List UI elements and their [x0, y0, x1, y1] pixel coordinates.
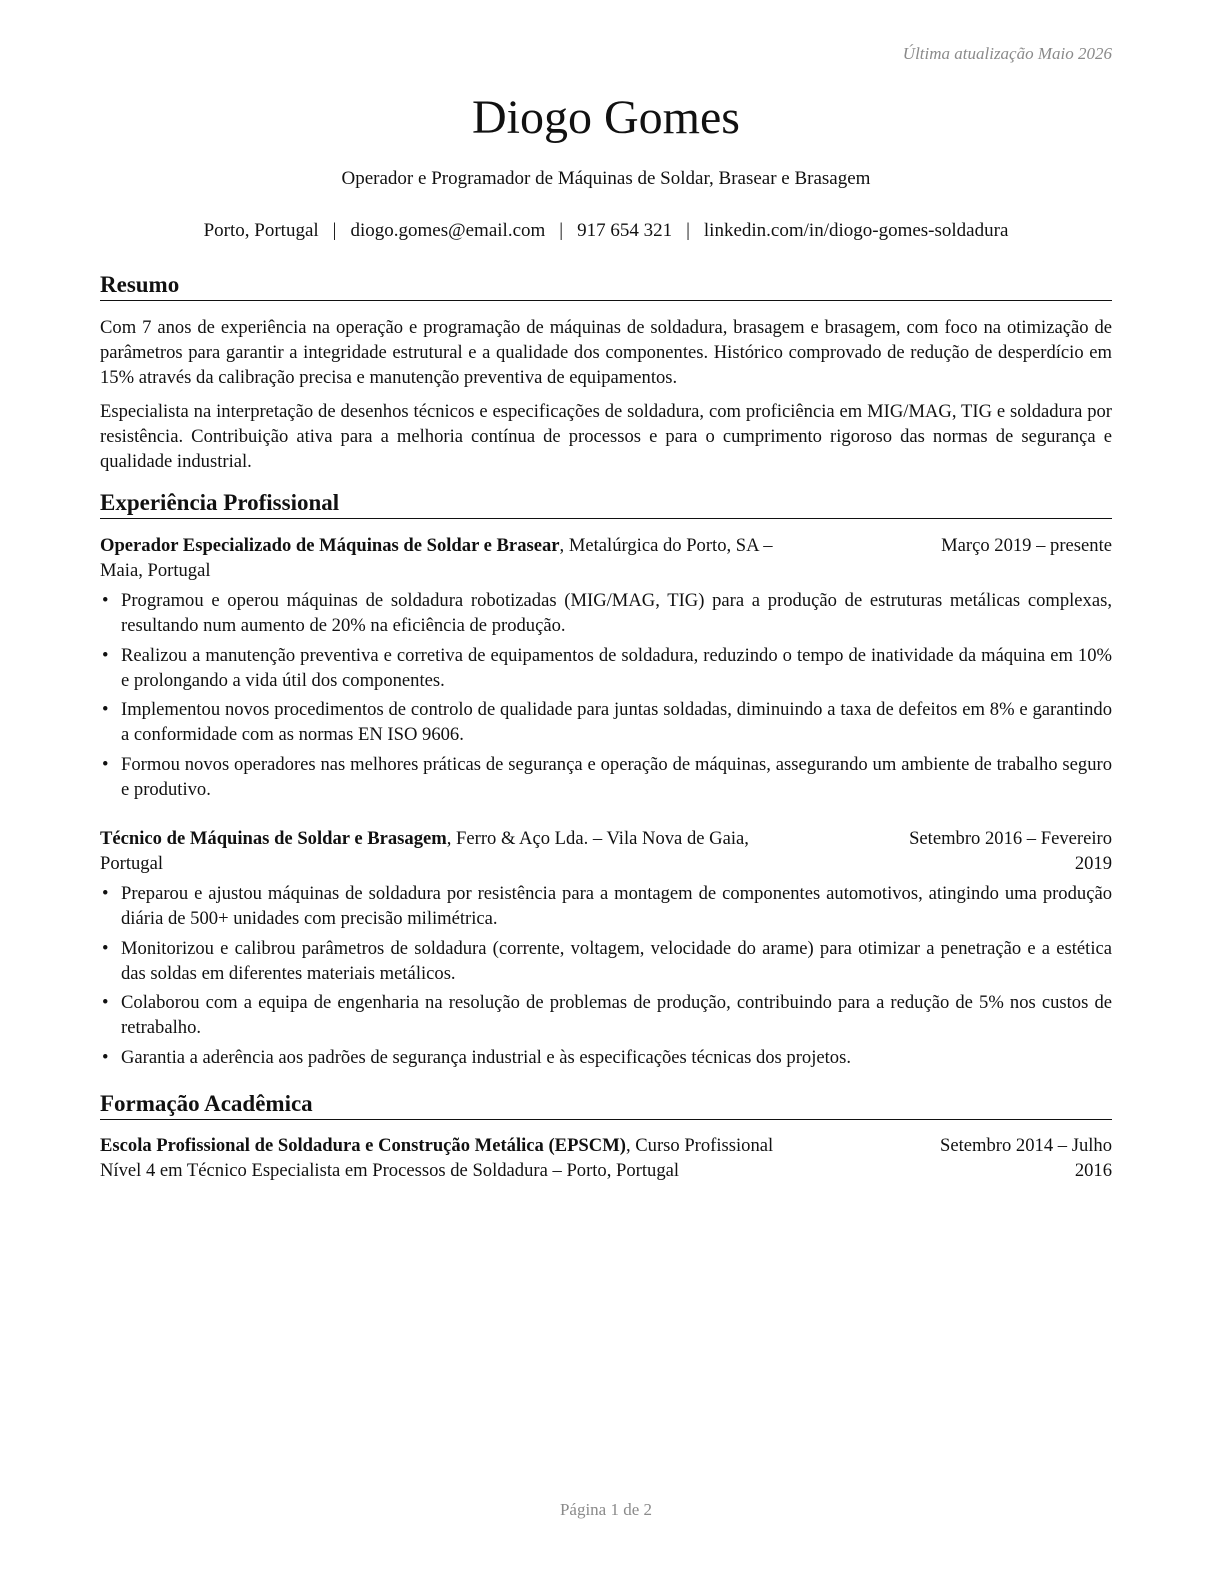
- job-dates: [909, 826, 1112, 876]
- contact-line: [100, 218, 1112, 244]
- contact-separator: |: [332, 220, 337, 241]
- section-title-summary: Resumo: [100, 271, 1112, 301]
- education-course: , Curso Profissional: [625, 1135, 774, 1156]
- contact-email[interactable]: diogo.gomes@email.com: [350, 220, 546, 241]
- education-dates-end: 2016: [1074, 1160, 1112, 1181]
- job-bullets: [100, 588, 1112, 806]
- job-header: [100, 533, 1112, 583]
- job-title: Operador e Programador de Máquinas de Soldar, Brasear e Brasagem: [341, 168, 871, 189]
- summary-paragraph: Com 7 anos de experiência na operação e programação de máquinas de soldadura, brasagem e brasagem, com foco na otimização de parâmetros para garantir a integridade estrutural e a qualidade dos componentes. Histórico comprovado de redução de desperdício em 15% através da calibração precisa e manutenção preventiva de equipamentos.: [100, 317, 1112, 388]
- job-role: Técnico de Máquinas de Soldar e Brasagem: [100, 828, 447, 849]
- job-location: Portugal: [100, 853, 164, 874]
- bullet-text: Realizou a manutenção preventiva e corretiva de equipamentos de soldadura, reduzindo o tempo de inatividade da máquina em 10% e prolongando a vida útil dos componentes.: [121, 644, 1112, 691]
- bullet-text: Formou novos operadores nas melhores práticas de segurança e operação de máquinas, assegurando um ambiente de trabalho seguro e produtivo.: [121, 753, 1112, 800]
- job-company: , Ferro & Aço Lda. – Vila Nova de Gaia,: [446, 828, 749, 849]
- bullet-dot: •: [102, 644, 109, 666]
- job-dates: Março 2019 – presente: [941, 535, 1112, 556]
- bullet-dot: •: [102, 937, 109, 959]
- list-item: [100, 1045, 1112, 1070]
- bullet-text: Implementou novos procedimentos de controlo de qualidade para juntas soldadas, diminuindo a taxa de defeitos em 8% e garantindo a conformidade com as normas EN ISO 9606.: [121, 699, 1112, 745]
- job-bullets: [100, 881, 1112, 1074]
- bullet-text: Garantia a aderência aos padrões de segurança industrial e às especificações técnicas dos projetos.: [121, 1046, 851, 1068]
- list-item: [100, 588, 1112, 638]
- job-location: Maia, Portugal: [100, 560, 211, 581]
- list-item: [100, 752, 1112, 802]
- contact-location: Porto, Portugal: [203, 220, 319, 241]
- job-dates-start: Setembro 2016 – Fevereiro: [909, 828, 1112, 849]
- contact-separator: |: [686, 220, 690, 241]
- bullet-dot: •: [102, 883, 109, 904]
- job-role: Operador Especializado de Máquinas de Soldar e Brasear: [100, 535, 560, 556]
- list-item: [100, 881, 1112, 931]
- last-updated: Última atualização Maio 2026: [902, 44, 1112, 63]
- education-entry: [100, 1133, 1112, 1183]
- job-dates-end: 2019: [1074, 853, 1112, 874]
- education-course-detail: Nível 4 em Técnico Especialista em Processos de Soldadura – Porto, Portugal: [100, 1160, 680, 1181]
- bullet-text: Programou e operou máquinas de soldadura robotizadas (MIG/MAG, TIG) para a produção de estruturas metálicas complexas, resultando num aumento de 20% na eficiência de produção.: [121, 590, 1112, 636]
- contact-separator: |: [559, 220, 564, 241]
- education-line: [100, 1133, 880, 1183]
- bullet-dot: •: [102, 753, 109, 775]
- page-number: Página 1 de 2: [559, 1500, 653, 1519]
- bullet-text: Preparou e ajustou máquinas de soldadura por resistência para a montagem de componentes automotivos, atingindo uma produção diária de 500+ unidades com precisão milimétrica.: [121, 883, 1112, 929]
- education-dates: [940, 1133, 1112, 1183]
- job-company: , Metalúrgica do Porto, SA –: [559, 535, 773, 556]
- list-item: [100, 936, 1112, 986]
- job-title-line: [100, 533, 890, 583]
- list-item: [100, 697, 1112, 747]
- education-dates-start: Setembro 2014 – Julho: [940, 1135, 1112, 1156]
- contact-phone[interactable]: 917 654 321: [577, 220, 673, 241]
- education-school: Escola Profissional de Soldadura e Construção Metálica (EPSCM): [100, 1135, 626, 1156]
- section-title-experience: Experiência Profissional: [100, 489, 1112, 519]
- list-item: [100, 990, 1112, 1040]
- candidate-name: Diogo Gomes: [472, 91, 740, 144]
- contact-linkedin[interactable]: linkedin.com/in/diogo-gomes-soldadura: [703, 220, 1009, 241]
- bullet-text: Colaborou com a equipa de engenharia na resolução de problemas de produção, contribuindo para a redução de 5% nos custos de retrabalho.: [121, 992, 1112, 1038]
- bullet-dot: •: [102, 1046, 109, 1068]
- job-header: [100, 826, 1112, 876]
- bullet-dot: •: [102, 992, 109, 1013]
- section-title-education: Formação Acadêmica: [100, 1090, 1112, 1120]
- list-item: [100, 643, 1112, 693]
- bullet-text: Monitorizou e calibrou parâmetros de soldadura (corrente, voltagem, velocidade do arame) para otimizar a penetração e a estética das soldas em diferentes materiais metálicos.: [121, 937, 1112, 984]
- bullet-dot: •: [102, 699, 109, 720]
- job-title-line: [100, 826, 880, 876]
- resume-page: [100, 0, 1112, 1584]
- bullet-dot: •: [102, 590, 109, 611]
- summary-paragraph: Especialista na interpretação de desenhos técnicos e especificações de soldadura, com proficiência em MIG/MAG, TIG e soldadura por resistência. Contribuição ativa para a melhoria contínua de processos e para o cumprimento rigoroso das normas de segurança e qualidade industrial.: [100, 401, 1112, 472]
